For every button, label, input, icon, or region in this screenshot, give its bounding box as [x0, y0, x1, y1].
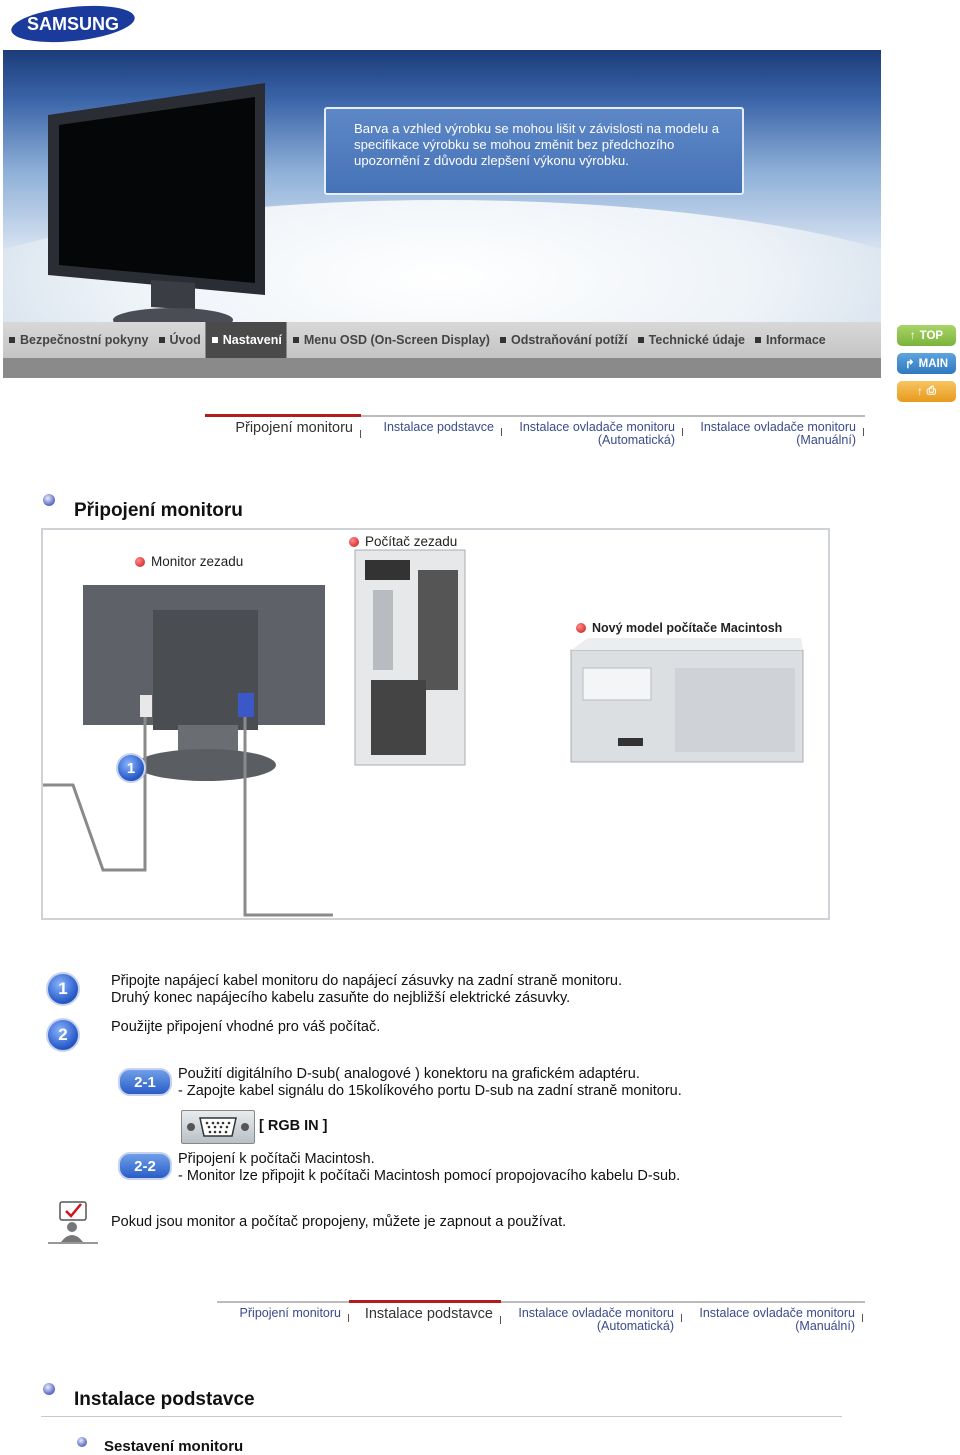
subnav2-connect[interactable]: [217, 1301, 349, 1320]
section-divider: [41, 1416, 842, 1417]
subnav-label: Instalace ovladače monitoru: [699, 1306, 855, 1320]
label-mac: [576, 621, 782, 635]
step2-text: Použijte připojení vhodné pro váš počítač.: [111, 1019, 381, 1035]
subnav-label-sub: (Automatická): [596, 1319, 674, 1333]
svg-text:SAMSUNG: SAMSUNG: [26, 14, 120, 34]
connection-diagram: [41, 528, 830, 920]
subnav-label: Připojení monitoru: [235, 420, 353, 436]
label-text: Monitor zezadu: [151, 554, 244, 569]
nav-safety[interactable]: [3, 322, 153, 358]
nav-bullet-icon: [212, 337, 218, 343]
subnav-bottom: [217, 1301, 865, 1341]
callout-badge: 1: [116, 753, 146, 783]
nav-label: Menu OSD (On-Screen Display): [303, 333, 490, 347]
main-label: MAIN: [918, 357, 949, 370]
nav-bullet-icon: [500, 337, 506, 343]
diagram-illustration: [43, 530, 830, 920]
arrow-up-icon: ↑: [917, 385, 923, 398]
subnav-label-sub: (Manuální): [796, 433, 856, 447]
nav-bullet-icon: [755, 337, 761, 343]
nav-label: Úvod: [169, 333, 201, 347]
subnav-driver-manual[interactable]: [683, 415, 864, 447]
checkmark-person-icon: [48, 1200, 98, 1244]
step-badge-2: 2: [46, 1018, 80, 1052]
nav-strip: [3, 358, 881, 378]
print-icon: ⎙: [926, 385, 936, 397]
step22-line2: - Monitor lze připojit k počítači Macintosh pomocí propojovacího kabelu D-sub.: [178, 1168, 681, 1184]
subnav-label: Instalace podstavce: [364, 1306, 493, 1322]
nav-label: Informace: [766, 333, 826, 347]
main-nav: [3, 322, 881, 358]
section-bullet-icon: [43, 1383, 55, 1395]
arrow-turn-icon: ↱: [904, 358, 915, 371]
print-button[interactable]: [897, 381, 956, 402]
subnav2-driver-manual[interactable]: [682, 1301, 863, 1333]
step1-line2: Druhý konec napájecího kabelu zasuňte do nejbližší elektrické zásuvky.: [111, 990, 571, 1006]
hero-banner: [3, 50, 881, 322]
step21-line1: Použití digitálního D-sub( analogové ) konektoru na grafickém adaptéru.: [178, 1066, 640, 1082]
red-bullet-icon: [576, 623, 586, 633]
nav-bullet-icon: [293, 337, 299, 343]
nav-osd[interactable]: [287, 322, 494, 358]
step-badge-2-1: 2-1: [118, 1068, 172, 1096]
final-note: Pokud jsou monitor a počítač propojeny, můžete je zapnout a používat.: [111, 1214, 567, 1230]
subnav-label: Instalace ovladače monitoru: [700, 420, 856, 434]
section-title-connect: Připojení monitoru: [74, 500, 243, 521]
subnav-stand[interactable]: [361, 415, 502, 434]
step21-line2: - Zapojte kabel signálu do 15kolíkového portu D-sub na zadní straně monitoru.: [178, 1083, 682, 1099]
section-bullet-icon: [43, 494, 55, 506]
label-text: Nový model počítače Macintosh: [592, 621, 783, 635]
step-badge-1: 1: [46, 972, 80, 1006]
dsub-connector-icon: [181, 1110, 255, 1144]
subsection-title: Sestavení monitoru: [104, 1438, 244, 1455]
label-pc-back: [349, 534, 457, 549]
monitor-front-image: [33, 75, 283, 322]
subnav-label: Instalace ovladače monitoru: [519, 420, 675, 434]
nav-intro[interactable]: [153, 322, 205, 358]
red-bullet-icon: [349, 537, 359, 547]
nav-bullet-icon: [9, 337, 15, 343]
nav-specs[interactable]: [632, 322, 749, 358]
nav-label: Technické údaje: [648, 333, 745, 347]
red-bullet-icon: [135, 557, 145, 567]
arrow-up-icon: ↑: [909, 329, 916, 342]
samsung-logo: [10, 3, 136, 43]
label-monitor-back: [135, 554, 243, 569]
nav-info[interactable]: [749, 322, 830, 358]
main-button[interactable]: [897, 353, 956, 374]
top-button[interactable]: [897, 325, 956, 346]
subsection-bullet-icon: [77, 1437, 87, 1447]
step1-line1: Připojte napájecí kabel monitoru do napájecí zásuvky na zadní straně monitoru.: [111, 973, 623, 989]
subnav2-stand[interactable]: [349, 1300, 501, 1321]
step-badge-2-2: 2-2: [118, 1152, 172, 1180]
nav-setup[interactable]: [205, 322, 287, 358]
step22-line1: Připojení k počítači Macintosh.: [178, 1151, 375, 1167]
rgb-in-label: [ RGB IN ]: [259, 1118, 328, 1134]
nav-troubleshooting[interactable]: [494, 322, 632, 358]
label-text: Počítač zezadu: [365, 534, 458, 549]
section-title-stand: Instalace podstavce: [74, 1389, 255, 1410]
nav-label: Odstraňování potíží: [510, 333, 628, 347]
subnav2-driver-auto[interactable]: [501, 1301, 682, 1333]
top-label: TOP: [919, 329, 944, 342]
nav-bullet-icon: [638, 337, 644, 343]
nav-bullet-icon: [159, 337, 165, 343]
subnav-driver-auto[interactable]: [502, 415, 683, 447]
nav-label: Nastavení: [222, 333, 282, 347]
subnav-top: [205, 415, 865, 455]
subnav-connect[interactable]: [205, 414, 361, 435]
product-notice: Barva a vzhled výrobku se mohou lišit v závislosti na modelu a specifikace výrobku se mohou změnit bez předchozího upozornění z důvodu zlepšení výkonu výrobku.: [324, 107, 744, 195]
subnav-label: Instalace ovladače monitoru: [518, 1306, 674, 1320]
subnav-label-sub: (Automatická): [597, 433, 675, 447]
subnav-label: Připojení monitoru: [239, 1306, 341, 1320]
nav-label: Bezpečnostní pokyny: [20, 333, 149, 347]
subnav-label-sub: (Manuální): [795, 1319, 855, 1333]
subnav-label: Instalace podstavce: [383, 420, 494, 434]
